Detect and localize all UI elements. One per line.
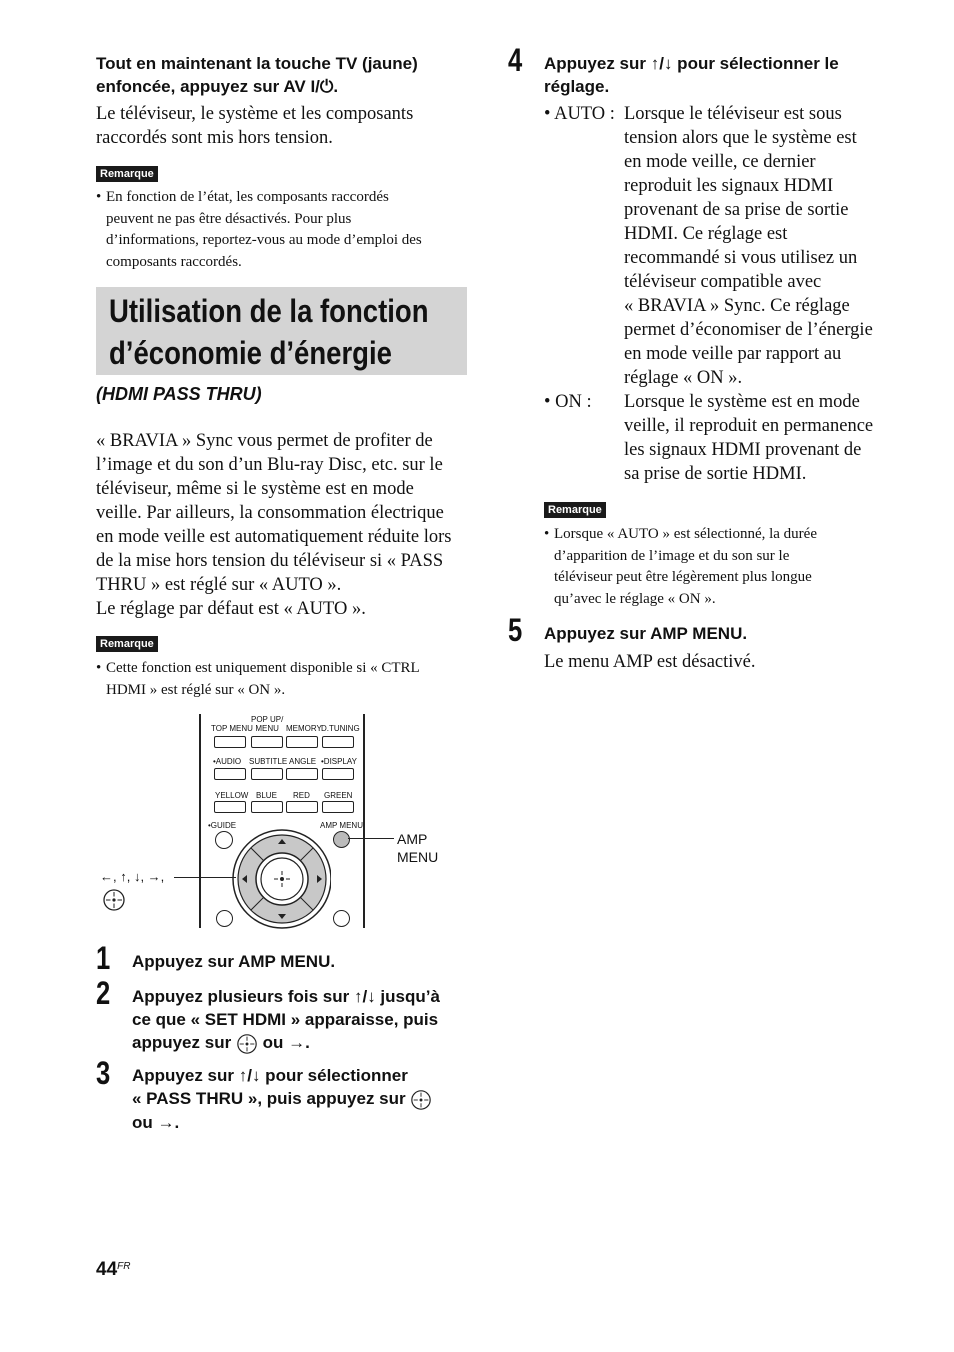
- remote-illustration: [96, 712, 456, 932]
- option-line: Lorsque le système est en mode: [624, 392, 860, 412]
- option-line: en mode veille par rapport au: [624, 344, 842, 364]
- step-line: réglage.: [544, 77, 610, 96]
- amp-menu-key[interactable]: [333, 831, 350, 848]
- step-line: Appuyez plusieurs fois sur ↑/↓ jusqu’à: [132, 987, 440, 1006]
- option-on-text: [624, 390, 894, 486]
- para-line: veille. Par ailleurs, la consommation électrique: [96, 503, 444, 523]
- key-label-green: GREEN: [324, 791, 353, 800]
- step-line: ce que « SET HDMI » apparaisse, puis: [132, 1010, 439, 1029]
- option-line: provenant de sa prise de sortie: [624, 200, 849, 220]
- return-key[interactable]: [216, 910, 233, 927]
- key-label-dtuning: D.TUNING: [321, 724, 360, 733]
- note-line: peuvent ne pas être désactivés. Pour plus: [106, 210, 352, 227]
- options-key[interactable]: [333, 910, 350, 927]
- intro-body-line: raccordés sont mis hors tension.: [96, 128, 333, 148]
- note-text: • Lorsque « AUTO » est sélectionné, la durée d’apparition de l’image et du son sur le téléviseur peut être légèrement plus longue qu’avec le réglage « ON ».: [544, 524, 894, 610]
- key-label-audio: •AUDIO: [213, 757, 242, 766]
- note-line: En fonction de l’état, les composants raccordés: [106, 189, 389, 205]
- callout-line: [174, 877, 236, 878]
- remote-key[interactable]: [251, 768, 283, 780]
- key-label-display: •DISPLAY: [321, 757, 357, 766]
- intro-body: [96, 102, 413, 150]
- page-number-value: 44: [96, 1259, 118, 1280]
- option-on-label: • ON :: [544, 392, 592, 412]
- option-line: permet d’économiser de l’énergie: [624, 320, 873, 340]
- option-line: sa prise de sortie HDMI.: [624, 464, 807, 484]
- page-number-suffix: FR: [117, 1261, 131, 1272]
- step-line-part: appuyez sur: [132, 1033, 232, 1052]
- section-title-line: Utilisation de la fonction: [109, 293, 429, 329]
- note-line: HDMI » est réglé sur « ON ».: [106, 681, 286, 698]
- option-line: tension alors que le système est: [624, 128, 857, 148]
- option-line: veille, il reproduit en permanence: [624, 416, 874, 436]
- callout-amp-line: AMP: [397, 831, 428, 847]
- key-label-memory: MEMORY: [286, 724, 322, 733]
- key-label-amp-menu: AMP MENU: [320, 821, 363, 830]
- para-line: l’image et du son d’un Blu-ray Disc, etc. sur le: [96, 455, 443, 475]
- note-line: Cette fonction est uniquement disponible si « CTRL: [106, 660, 420, 676]
- note-line: d’apparition de l’image et du son sur le: [554, 547, 790, 564]
- section-title: [109, 290, 429, 374]
- step-number: 4: [508, 42, 523, 78]
- key-label-blue: BLUE: [256, 791, 277, 800]
- enter-button-icon: [102, 888, 126, 912]
- step-line: Appuyez sur ↑/↓ pour sélectionner le: [544, 54, 839, 73]
- directional-pad[interactable]: [231, 829, 331, 929]
- remote-body: [363, 714, 368, 928]
- remote-key[interactable]: [286, 801, 318, 813]
- step-number: 5: [508, 612, 523, 648]
- note-line: qu’avec le réglage « ON ».: [554, 590, 716, 607]
- option-auto-text: [624, 102, 894, 390]
- callout-line: [348, 838, 394, 839]
- key-label-yellow: YELLOW: [215, 791, 249, 800]
- note-text: • En fonction de l’état, les composants raccordés peuvent ne pas être désactivés. Pour plus d’informations, reportez-vous au mode d’emploi des composants raccordés.: [96, 187, 476, 273]
- page-number: [96, 1259, 130, 1281]
- key-label-top-menu: TOP MENU: [211, 724, 253, 733]
- intro-body-line: Le téléviseur, le système et les composants: [96, 104, 414, 124]
- option-line: HDMI. Ce réglage est: [624, 224, 788, 244]
- enter-button-icon: [410, 1089, 432, 1111]
- enter-button-icon: [236, 1033, 258, 1055]
- remote-key[interactable]: [251, 736, 283, 748]
- option-line: recommandé si vous utilisez un: [624, 248, 858, 268]
- key-label-red: RED: [293, 791, 310, 800]
- note-badge: Remarque: [96, 636, 158, 652]
- key-label-guide: •GUIDE: [208, 821, 237, 830]
- section-subtitle: (HDMI PASS THRU): [96, 384, 262, 404]
- para-line: téléviseur, même si le système est en mode: [96, 479, 414, 499]
- option-line: réglage « ON ».: [624, 368, 743, 388]
- callout-arrows: ←, ↑, ↓, →,: [100, 869, 165, 884]
- step-line-part: « PASS THRU », puis appuyez sur: [132, 1089, 406, 1108]
- para-line: THRU » est réglé sur « AUTO ».: [96, 575, 342, 595]
- remote-key[interactable]: [214, 768, 246, 780]
- remote-key[interactable]: [322, 768, 354, 780]
- note-line: téléviseur peut être légèrement plus longue: [554, 569, 812, 585]
- option-line: téléviseur compatible avec: [624, 272, 822, 292]
- step-text: [132, 1064, 477, 1134]
- remote-key[interactable]: [214, 801, 246, 813]
- step-number: 3: [96, 1055, 111, 1091]
- option-line: Lorsque le téléviseur est sous: [624, 104, 842, 124]
- note-line: Lorsque « AUTO » est sélectionné, la durée: [554, 526, 817, 542]
- remote-key[interactable]: [322, 736, 354, 748]
- note-badge: Remarque: [544, 502, 606, 518]
- para-line: en mode veille est automatiquement réduite lors: [96, 527, 452, 547]
- section-title-box: [96, 287, 467, 375]
- section-paragraph: [96, 429, 452, 621]
- intro-heading: [96, 52, 476, 98]
- option-line: reproduit les signaux HDMI: [624, 176, 834, 196]
- intro-heading-line: Tout en maintenant la touche TV (jaune): [96, 54, 418, 73]
- note-line: composants raccordés.: [106, 253, 242, 270]
- option-line: « BRAVIA » Sync. Ce réglage: [624, 296, 850, 316]
- para-line: Le réglage par défaut est « AUTO ».: [96, 599, 366, 619]
- step-line: ou →.: [132, 1112, 180, 1132]
- intro-heading-line: enfoncée, appuyez sur AV I/⏻.: [96, 77, 339, 96]
- step-text: [132, 985, 477, 1055]
- remote-key[interactable]: [286, 736, 318, 748]
- callout-amp-line: MENU: [397, 849, 439, 865]
- step-line-part: ou →.: [262, 1033, 310, 1052]
- step-line: [132, 1031, 477, 1055]
- key-label-angle: ANGLE: [289, 757, 317, 766]
- note-line: d’informations, reportez-vous au mode d’emploi des: [106, 232, 422, 248]
- step-text: Appuyez sur AMP MENU.: [544, 624, 748, 643]
- option-line: les signaux HDMI provenant de: [624, 440, 862, 460]
- step-line: [132, 1087, 477, 1111]
- callout-amp-menu: [397, 830, 438, 866]
- step-number: 1: [96, 940, 111, 976]
- remote-key[interactable]: [214, 736, 246, 748]
- key-label-subtitle: SUBTITLE: [249, 757, 288, 766]
- step-line: Appuyez sur ↑/↓ pour sélectionner: [132, 1066, 408, 1085]
- option-auto-label: • AUTO :: [544, 104, 615, 124]
- remote-key[interactable]: [286, 768, 318, 780]
- remote-body: [199, 714, 205, 928]
- key-label-popup-menu: POP UP/ MENU: [251, 715, 284, 733]
- step-number: 2: [96, 975, 111, 1011]
- para-line: « BRAVIA » Sync vous permet de profiter de: [96, 431, 433, 451]
- para-line: de la mise hors tension du téléviseur si « PASS: [96, 551, 444, 571]
- step-result: Le menu AMP est désactivé.: [544, 652, 756, 672]
- note-text: • Cette fonction est uniquement disponible si « CTRL HDMI » est réglé sur « ON ».: [96, 658, 476, 701]
- section-title-line: d’économie d’énergie: [109, 335, 392, 371]
- remote-key[interactable]: [322, 801, 354, 813]
- step-text: Appuyez sur AMP MENU.: [132, 952, 336, 971]
- option-line: en mode veille, ce dernier: [624, 152, 816, 172]
- note-badge: Remarque: [96, 166, 158, 182]
- remote-key[interactable]: [251, 801, 283, 813]
- step-text: [544, 52, 894, 98]
